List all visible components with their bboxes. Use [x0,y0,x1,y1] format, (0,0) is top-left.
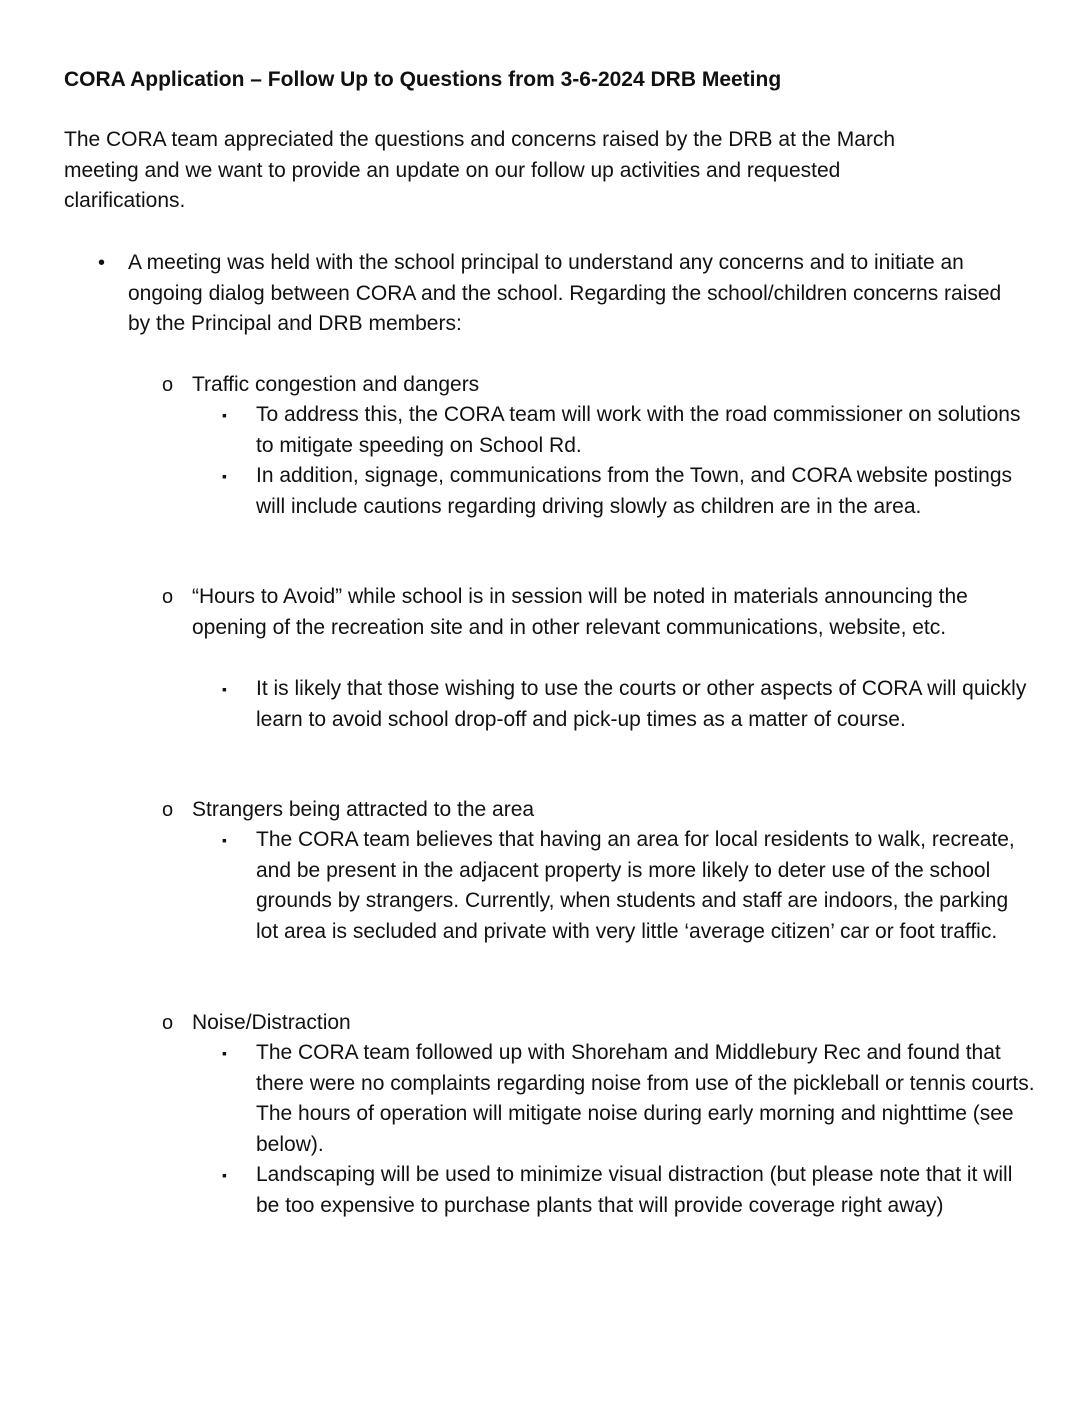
circle-marker: o [162,374,174,396]
concern-item-strangers [162,795,1032,826]
detail-item [222,1038,1036,1160]
detail-text: Landscaping will be used to minimize visual distraction (but please note that it will be too expensive to purchase plants that will provide coverage right away) [256,1163,1013,1217]
main-bullet-item [98,248,1028,340]
concern-item-noise [162,1008,1032,1039]
circle-marker: o [162,586,174,608]
square-marker: ▪ [222,1167,227,1183]
detail-text: It is likely that those wishing to use the courts or other aspects of CORA will quickly learn to avoid school drop-off and pick-up times as a matter of course. [256,677,1027,731]
intro-paragraph: The CORA team appreciated the questions and concerns raised by the DRB at the March meeting and we want to provide an update on our follow up activities and requested clarifications. [64,128,896,212]
square-marker: ▪ [222,468,227,484]
square-marker: ▪ [222,1045,227,1061]
concern-heading: Traffic congestion and dangers [192,373,480,396]
detail-item [222,461,1036,522]
main-bullet-text: A meeting was held with the school principal to understand any concerns and to initiate an ongoing dialog between CORA and the school. Regarding the school/children concerns raised by the Principal and DRB members: [128,251,1002,335]
detail-text: To address this, the CORA team will work with the road commissioner on solutions to mitigate speeding on School Rd. [256,403,1021,457]
square-marker: ▪ [222,407,227,423]
detail-item [222,400,1036,461]
concern-item-hours-to-avoid [162,582,1032,643]
concern-item-traffic [162,370,1032,401]
concern-heading: Noise/Distraction [192,1011,351,1034]
square-marker: ▪ [222,832,227,848]
detail-item [222,1160,1036,1221]
concern-heading: Strangers being attracted to the area [192,798,535,821]
detail-text: The CORA team followed up with Shoreham and Middlebury Rec and found that there were no complaints regarding noise from use of the pickleball or tennis courts. The hours of operation will mitigate noise during early morning and nighttime (see below). [256,1041,1035,1156]
detail-item [222,674,1036,735]
concern-heading: “Hours to Avoid” while school is in session will be noted in materials announcing the opening of the recreation site and in other relevant communications, website, etc. [192,585,968,639]
detail-text: In addition, signage, communications from the Town, and CORA website postings will include cautions regarding driving slowly as children are in the area. [256,464,1013,518]
detail-item [222,825,1036,947]
circle-marker: o [162,799,174,821]
circle-marker: o [162,1012,174,1034]
document-title: CORA Application – Follow Up to Questions from 3-6-2024 DRB Meeting [64,68,782,91]
bullet-marker: • [98,252,106,274]
square-marker: ▪ [222,681,227,697]
detail-text: The CORA team believes that having an area for local residents to walk, recreate, and be present in the adjacent property is more likely to deter use of the school grounds by strangers. Currently, when students and staff are indoors, the parking lot area is secluded and private with very little ‘average citizen’ car or foot traffic. [256,828,1015,943]
